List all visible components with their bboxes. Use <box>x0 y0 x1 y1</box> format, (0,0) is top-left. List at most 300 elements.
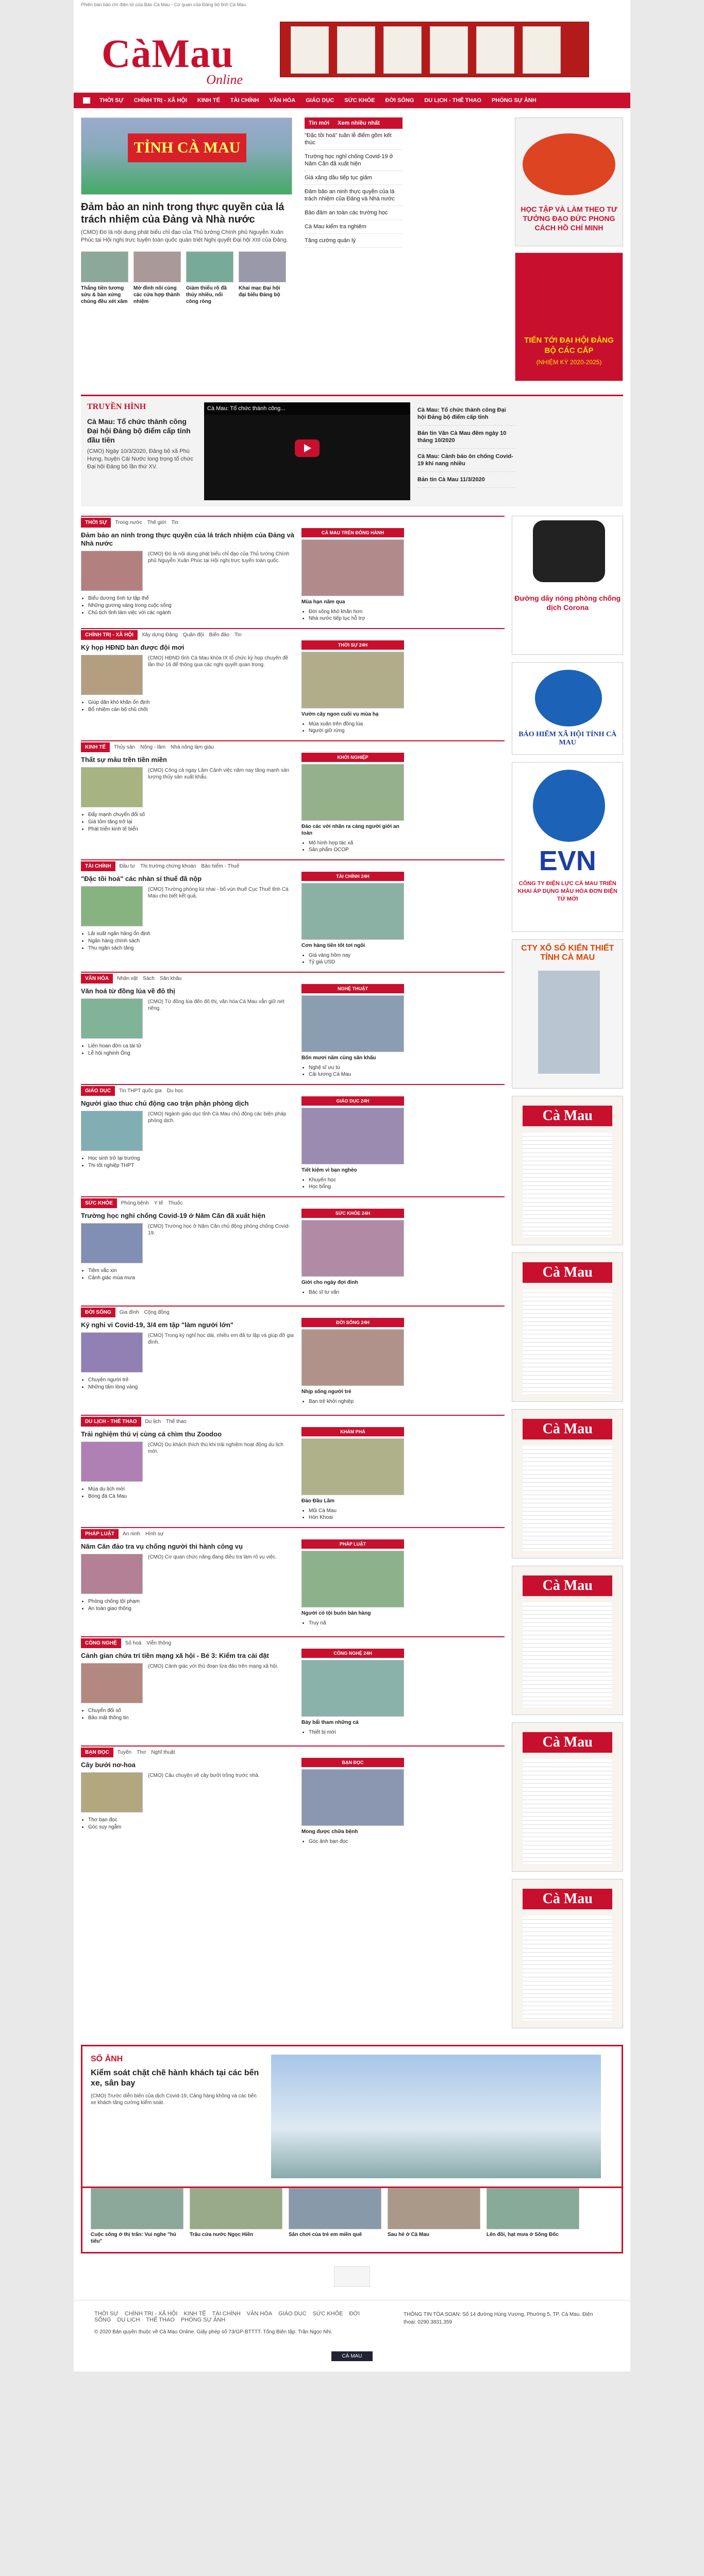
article-desc: (CMO) Công cả ngay Lâm Cảnh việc năm nay tăng mạnh sản lượng thủy sản xuất khẩu. <box>148 768 290 780</box>
side-link[interactable]: • Mô hình hợp tác xã <box>309 840 404 846</box>
sidebar-thumbnail[interactable] <box>301 1551 404 1607</box>
category-section <box>81 1306 505 1409</box>
article-thumbnail[interactable] <box>81 1332 143 1372</box>
insurance-ad[interactable]: BẢO HIỂM XÃ HỘI TỈNH CÀ MAU <box>512 662 623 755</box>
article-desc: (CMO) Trong kỳ nghỉ học dài, nhiều em đã tự lập và giúp đỡ gia đình. <box>148 1333 294 1345</box>
section-sidebar <box>301 1539 404 1626</box>
subcategory-link[interactable]: Gia đình <box>119 1309 139 1315</box>
category-section <box>81 1745 505 1849</box>
article-title[interactable]: Năm Căn đảo tra vụ chống người thi hành công vụ <box>81 1543 243 1550</box>
header <box>74 10 630 93</box>
photo-item[interactable]: Lên đồi, hạt mưa ở Sông Đốc <box>487 2188 579 2245</box>
side-link[interactable]: • Cải lương Cà Mau <box>309 1071 404 1078</box>
newspaper-list <box>512 1096 623 2028</box>
footer-nav-item[interactable]: VĂN HÓA <box>246 2311 273 2317</box>
nav-item[interactable]: THỜI SỰ <box>99 97 124 104</box>
article-thumbnail[interactable] <box>81 1442 143 1482</box>
related-link[interactable]: • Những tấm lòng vàng <box>88 1384 295 1391</box>
related-link[interactable]: • Góc suy ngẫm <box>88 1824 295 1831</box>
newspaper-issue[interactable] <box>512 1252 623 1402</box>
subcategory-link[interactable]: Bảo hiểm - Thuế <box>201 863 240 869</box>
photo-title[interactable]: Kiểm soát chặt chẽ hành khách tại các bến xe, sân bay <box>91 2069 259 2088</box>
nav-item[interactable]: VĂN HÓA <box>269 97 296 104</box>
category-section <box>81 1636 505 1739</box>
related-link[interactable]: • Những gương sáng trong cuộc sống <box>88 602 295 609</box>
hot-item[interactable]: Đảm bảo an ninh thực quyền của lá trách nhiệm của Đảng và Nhà nước <box>305 185 403 206</box>
hero-summary: (CMO) Đó là nội dung phát biểu chỉ đạo của Thủ tướng Chính phủ Nguyễn Xuân Phúc tại Hội nghị trực tuyến toàn quốc quán triệt Nghị quyết Đại hội XIII của Đảng. <box>81 229 288 243</box>
hot-item[interactable]: Giá xăng dầu tiếp tục giảm <box>305 171 403 185</box>
sidebar-heading: BẠN ĐỌC <box>301 1758 404 1767</box>
footer-nav-item[interactable]: PHÓNG SỰ ẢNH <box>180 2317 226 2323</box>
photo-desc: (CMO) Trước diễn biến của dịch Covid-19, Cảng hàng không và các bến xe khách tăng cường kiểm soát. <box>91 2093 257 2106</box>
article-thumbnail[interactable] <box>81 1554 143 1594</box>
related-link[interactable]: • Phát triển kinh tế biển <box>88 826 295 833</box>
footer-copyright: © 2020 Bản quyền thuộc về Cà Mau Online. Giấy phép số 73/GP-BTTTT. Tổng Biên tập: Trần Ngọc Nhi. <box>94 2329 332 2335</box>
sidebar-title[interactable]: Đảo Đầu Lãm <box>301 1498 334 1504</box>
page <box>74 0 630 2371</box>
footer-nav-item[interactable]: THỜI SỰ <box>94 2311 119 2317</box>
subcategory-link[interactable]: Nghĩ thuật <box>151 1749 175 1755</box>
newspaper-issue[interactable] <box>512 1096 623 1245</box>
sidebar-thumbnail[interactable] <box>301 652 404 708</box>
photo-main-image[interactable] <box>271 2055 601 2178</box>
nav-item[interactable]: PHÓNG SỰ ẢNH <box>491 97 537 104</box>
photo-row <box>81 2188 623 2253</box>
footer-nav-item[interactable]: THỂ THAO <box>146 2317 175 2323</box>
footer-nav-item[interactable]: KINH TẾ <box>183 2311 206 2317</box>
side-link[interactable]: • Sản phẩm OCOP <box>309 846 404 853</box>
subcategory-link[interactable]: Tin <box>171 519 178 526</box>
play-icon[interactable] <box>295 439 320 457</box>
newspaper-masthead: Cà Mau <box>523 1575 612 1596</box>
subcategory-link[interactable]: Tuyến <box>117 1749 132 1755</box>
sidebar-thumbnail[interactable] <box>301 1108 404 1164</box>
hero-sign: TỈNH CÀ MAU <box>128 133 246 162</box>
article-title[interactable]: Ký nghi vi Covid-19, 3/4 em tập "làm người lớn" <box>81 1321 233 1329</box>
category-label[interactable]: BẠN ĐỌC <box>81 1748 113 1757</box>
related-link[interactable]: • Chủ tịch tỉnh làm việc với các ngành <box>88 609 295 617</box>
subcategory-link[interactable]: Nhân vật <box>117 975 138 981</box>
sidebar-heading: CÀ MAU TRÊN ĐÔNG HÀNH <box>301 528 404 537</box>
partner-logos <box>74 2253 630 2300</box>
banner-paper <box>523 26 561 74</box>
side-link[interactable]: • Bạn trẻ khởi nghiệp <box>309 1398 404 1405</box>
sidebar-heading: CÔNG NGHỆ 24H <box>301 1649 404 1658</box>
section-sidebar <box>301 984 404 1078</box>
subcategory-link[interactable]: Phòng bệnh <box>121 1200 149 1206</box>
article-thumbnail[interactable] <box>81 1663 143 1703</box>
sidebar-title[interactable]: Tiết kiệm vì bạn nghèo <box>301 1167 357 1173</box>
category-label[interactable]: KINH TẾ <box>81 742 110 752</box>
section-sidebar <box>301 1318 404 1405</box>
side-link[interactable]: • Tỷ giá USD <box>309 959 404 965</box>
category-label[interactable]: DU LỊCH - THỂ THAO <box>81 1417 141 1427</box>
related-link[interactable]: • Thi tốt nghiệp THPT <box>88 1162 295 1170</box>
category-section <box>81 859 505 965</box>
sidebar-heading: ĐỜI SỐNG 24H <box>301 1318 404 1327</box>
subcategory-link[interactable]: Sách <box>143 975 155 981</box>
hot-item[interactable]: "Đặc tồi hoá" tuần lễ điểm gồm kết thúc <box>305 129 403 150</box>
top-strip: Phiên bản báo chí điện tử của Báo Cà Mau - Cơ quan của Đảng bộ tỉnh Cà Mau <box>74 0 630 10</box>
article-title[interactable]: Người giao thuc chủ động cao trận phận phòng dịch <box>81 1099 249 1107</box>
tv-summary: (CMO) Ngày 10/3/2020, Đảng bộ xã Phú Hưng, huyện Cái Nước long trọng tổ chức Đại hội Đảng bộ lần thứ XV. <box>87 448 194 470</box>
hot-item[interactable]: Cà Mau kiểm tra nghiêm <box>305 220 403 234</box>
lottery-ad[interactable]: CTY XỔ SỐ KIẾN THIẾT TỈNH CÀ MAU <box>512 939 623 1089</box>
category-label[interactable]: TÀI CHÍNH <box>81 861 115 871</box>
hero-image[interactable] <box>81 117 292 195</box>
newspaper-masthead: Cà Mau <box>523 1419 612 1439</box>
side-link[interactable]: • Đời sống khó khăn hơn <box>309 608 404 615</box>
newspaper-issue[interactable] <box>512 1566 623 1715</box>
tv-item[interactable]: Bản tin Văn Cà Mau đêm ngày 10 tháng 10/2020 <box>417 426 515 449</box>
building-icon <box>538 971 600 1074</box>
subcategory-link[interactable]: Thị trường chứng khoán <box>140 863 196 869</box>
subcategory-link[interactable]: Xây dựng Đảng <box>141 632 178 638</box>
side-link[interactable]: • Góc ảnh bạn đọc <box>309 1838 404 1845</box>
evn-ad[interactable]: EVN CÔNG TY ĐIỆN LỰC CÀ MAU TRIỂN KHAI ÁP DỤNG MẪU HÓA ĐƠN ĐIỆN TỬ MỚI <box>512 762 623 932</box>
side-link[interactable]: • Mùa xuân trên đồng lúa <box>309 721 404 727</box>
side-link[interactable]: • Thiết bị mới <box>309 1729 404 1736</box>
article-desc: (CMO) Cảnh giác với thủ đoạn lừa đảo trên mạng xã hội. <box>148 1664 278 1669</box>
subhero-item[interactable]: Giảm thiểu rõ đã thúy nhiều, nổi công ròng <box>186 251 233 305</box>
featured <box>81 117 511 387</box>
top-area <box>74 108 630 387</box>
section-sidebar <box>301 640 404 734</box>
section-sidebar <box>301 1427 404 1521</box>
portrait-icon <box>523 133 615 195</box>
photo-section <box>81 2045 623 2188</box>
category-label[interactable]: SỨC KHỎE <box>81 1198 117 1208</box>
hotline-ad[interactable]: Đường dây nóng phòng chống dịch Corona <box>512 516 623 655</box>
insurance-logo-icon <box>535 670 602 726</box>
category-label[interactable]: THỜI SỰ <box>81 518 111 528</box>
subcategory-link[interactable]: Thuốc <box>168 1200 183 1206</box>
side-link[interactable]: • Hòn Khoai <box>309 1514 404 1521</box>
sidebar-thumbnail[interactable] <box>301 1329 404 1386</box>
footer-contact: THÔNG TIN TÒA SOẠN: Số 14 đường Hùng Vương, Phường 5, TP. Cà Mau. Điện thoại: 0290.3831.359 <box>404 2312 593 2325</box>
related-link[interactable]: • Phòng chống tội phạm <box>88 1598 295 1605</box>
subcategory-link[interactable]: An ninh <box>123 1531 140 1537</box>
nav-item[interactable]: CHÍNH TRỊ - XÃ HỘI <box>133 97 187 104</box>
sidebar-title[interactable]: Cơn hàng tiền tốt tơi ngôi <box>301 943 365 948</box>
subcategory-link[interactable]: Viễn thông <box>146 1640 172 1646</box>
hot-item[interactable]: Bảo đảm an toàn các trường học <box>305 206 403 220</box>
related-link[interactable]: • Chuyển đổi số <box>88 1707 295 1715</box>
sidebar-thumbnail[interactable] <box>301 1220 404 1277</box>
hot-item[interactable]: Trường học nghỉ chống Covid-19 ở Năm Căn đã xuất hiện <box>305 150 403 171</box>
related-link[interactable]: • Bóng đá Cà Mau <box>88 1493 295 1500</box>
sidebar-title[interactable]: Nhịp sống người trẻ <box>301 1389 351 1395</box>
subcategory-link[interactable]: Du học <box>166 1088 183 1094</box>
subcategory-link[interactable]: Trong nước <box>115 519 142 526</box>
side-link[interactable]: • Người giữ rừng <box>309 727 404 734</box>
article-desc: (CMO) HĐND tỉnh Cà Mau khóa IX tổ chức kỳ họp chuyên đề lần thứ 16 để thông qua các nghị quyết quan trọng. <box>148 655 289 668</box>
related-link[interactable]: • Cảnh giác mùa mưa <box>88 1275 295 1282</box>
category-label[interactable]: ĐỜI SỐNG <box>81 1308 115 1317</box>
subcategory-link[interactable]: Hình sự <box>145 1531 164 1537</box>
video-player[interactable] <box>204 402 410 500</box>
article-title[interactable]: Thất sự mâu trền tiền miền <box>81 756 167 764</box>
related-link[interactable]: • Ngân hàng chính sách <box>88 938 295 945</box>
sidebar-title[interactable]: Giới cho ngày đợi đinh <box>301 1280 358 1285</box>
article-title[interactable]: "Đặc tồi hoá" các nhàn sỉ thuế đã nộp <box>81 875 202 883</box>
category-label[interactable]: CÔNG NGHỆ <box>81 1638 121 1648</box>
related-link[interactable]: • Bảo mật thông tin <box>88 1715 295 1722</box>
photo-item[interactable]: Sân chơi của trẻ em miền quê <box>289 2188 381 2245</box>
article-thumbnail[interactable] <box>81 655 143 695</box>
subcategory-link[interactable]: Biển đảo <box>209 632 230 638</box>
poster-ho-chi-minh[interactable]: HỌC TẬP VÀ LÀM THEO TƯ TƯỞNG ĐẠO ĐỨC PHONG CÁCH HỒ CHÍ MINH <box>515 117 623 246</box>
category-label[interactable]: VĂN HÓA <box>81 974 113 984</box>
footer-nav-item[interactable]: GIÁO DỤC <box>278 2311 307 2317</box>
tv-item[interactable]: Bản tin Cà Mau 11/3/2020 <box>417 472 515 488</box>
newspaper-masthead: Cà Mau <box>523 1106 612 1126</box>
section-sidebar <box>301 528 404 622</box>
banner-paper <box>476 26 514 74</box>
footer-nav <box>94 2311 383 2323</box>
sidebar-heading: PHÁP LUẬT <box>301 1539 404 1549</box>
photo-item[interactable]: Trâu cửa nước Ngọc Hiền <box>190 2188 282 2245</box>
article-desc: (CMO) Trường học ở Năm Căn chủ động phòng chống Covid-19. <box>148 1224 290 1236</box>
article-desc: (CMO) Đó là nội dung phát biểu chỉ đạo của Thủ tướng Chính phủ Nguyễn Xuân Phúc tại Hội nghị trực tuyến toàn quốc. <box>148 551 290 564</box>
related-link[interactable]: • Giá tôm tăng trở lại <box>88 819 295 826</box>
subcategory-link[interactable]: Nông - lâm <box>140 744 166 750</box>
category-section <box>81 628 505 734</box>
side-link[interactable]: • Truy nã <box>309 1620 404 1626</box>
nav-item[interactable]: GIÁO DỤC <box>306 97 334 104</box>
section-sidebar <box>301 1758 404 1845</box>
tv-item[interactable]: Cà Mau: Cảnh báo ôn chống Covid-19 khi nang nhiều <box>417 449 515 472</box>
banner-paper <box>383 26 422 74</box>
article-thumbnail[interactable] <box>81 767 143 807</box>
sidebar-heading: THỜI SỰ 24H <box>301 640 404 650</box>
article-desc: (CMO) Trường phòng lúi nhai - bổ vùn thuế Cục Thuế tỉnh Cà Mau cho biết kết quả. <box>148 887 289 899</box>
poster-congress[interactable]: TIẾN TỚI ĐẠI HỘI ĐẢNG BỘ CÁC CẤP (NHIỆM KỲ 2020-2025) <box>515 252 623 381</box>
category-label[interactable]: GIÁO DỤC <box>81 1086 115 1096</box>
hero-title[interactable]: Đảm bảo an ninh trong thực quyền của lá trách nhiệm của Đảng và Nhà nước <box>81 201 284 225</box>
article-title[interactable]: Đảm bảo an ninh trong thực quyền của lá trách nhiệm của Đảng và Nhà nước <box>81 531 294 547</box>
footer-nav-item[interactable]: DU LỊCH <box>117 2317 140 2323</box>
photo-item[interactable]: Sau hè ở Cà Mau <box>388 2188 480 2245</box>
newspaper-masthead: Cà Mau <box>523 1889 612 1909</box>
section-sidebar <box>301 872 404 965</box>
article-title[interactable]: Kỳ họp HĐND bàn được đội mơi <box>81 643 185 651</box>
subcategory-link[interactable]: Cộng đồng <box>144 1309 170 1315</box>
ads-column <box>512 516 623 2036</box>
tv-item[interactable]: Cà Mau: Tổ chức thành công Đại hội Đảng bộ điểm cấp tỉnh <box>417 402 515 426</box>
newspaper-masthead: Cà Mau <box>523 1732 612 1753</box>
subcategory-link[interactable]: Quân đội <box>182 632 204 638</box>
nav-item[interactable]: DU LỊCH - THỂ THAO <box>424 97 481 104</box>
nav-item[interactable]: SỨC KHỎE <box>344 97 375 104</box>
related-link[interactable]: • Biểu dương tình tự tập thể <box>88 595 295 602</box>
related-link[interactable]: • Học sinh trở lại trường <box>88 1155 295 1162</box>
banner-paper <box>291 26 329 74</box>
sidebar-title[interactable]: Người có tội buôn bán hàng <box>301 1611 371 1616</box>
side-link[interactable]: • Khuyến học <box>309 1177 404 1183</box>
related-link[interactable]: • Lễ hội nghinh Ông <box>88 1050 295 1057</box>
newspaper-issue[interactable] <box>512 1409 623 1558</box>
article-desc: (CMO) Cơ quan chức năng đang điều tra làm rõ vụ việc. <box>148 1554 277 1560</box>
tv-heading: TRUYỀN HÌNH <box>87 402 146 411</box>
photo-heading: SỐ ẢNH <box>91 2055 123 2063</box>
category-section <box>81 516 505 622</box>
footer-nav-item[interactable]: TÀI CHÍNH <box>212 2311 241 2317</box>
site-logo[interactable] <box>102 33 246 90</box>
header-banner[interactable] <box>280 22 589 77</box>
article-thumbnail[interactable] <box>81 998 143 1039</box>
sidebar-heading: SỨC KHỎE 24H <box>301 1209 404 1218</box>
side-link[interactable]: • Bác sĩ tư vấn <box>309 1289 404 1296</box>
banner-paper <box>337 26 375 74</box>
sidebar-heading: KHỞI NGHIỆP <box>301 753 404 762</box>
footer-bottom-badge: CÀ MAU <box>331 2351 373 2361</box>
newspaper-issue[interactable] <box>512 1879 623 2028</box>
side-link[interactable]: • Giá vàng hôm nay <box>309 952 404 959</box>
sidebar-heading: NGHỆ THUẬT <box>301 984 404 993</box>
sidebar-title[interactable]: Mùa hạn năm qua <box>301 599 345 605</box>
related-link[interactable]: • Đẩy mạnh chuyển đổi số <box>88 811 295 819</box>
article-thumbnail[interactable] <box>81 1111 143 1151</box>
newspaper-issue[interactable] <box>512 1722 623 1872</box>
banner-paper <box>430 26 468 74</box>
category-section <box>81 1084 505 1190</box>
category-section <box>81 1415 505 1521</box>
sidebar-thumbnail[interactable] <box>301 995 404 1052</box>
related-link[interactable]: • Thơ bạn đọc <box>88 1817 295 1824</box>
nav-item[interactable]: TÀI CHÍNH <box>230 97 259 104</box>
sidebar-title[interactable]: Bảy bẩi tham những cá <box>301 1720 359 1725</box>
subhero-item[interactable]: Mở đình nối cùng các cửa hợp thành nhiệm <box>133 251 181 305</box>
article-desc: (CMO) Câu chuyện về cây bưởi trồng trước nhà. <box>148 1773 260 1778</box>
sidebar-title[interactable]: Mong được chữa bệnh <box>301 1829 358 1835</box>
subcategory-link[interactable]: Nhà nông làm giàu <box>171 744 214 750</box>
category-section <box>81 1527 505 1630</box>
article-title[interactable]: Văn hoá từ đồng lúa về đô thị <box>81 987 175 995</box>
subhero-row <box>81 251 511 305</box>
article-thumbnail[interactable] <box>81 551 143 591</box>
subcategory-link[interactable]: Tin THPT quốc gia <box>119 1088 162 1094</box>
phone-icon <box>533 520 605 582</box>
article-desc: (CMO) Du khách thích thú khi trải nghiệm hoạt động du lịch mới. <box>148 1442 283 1454</box>
logo-sub: Online <box>206 72 243 87</box>
article-thumbnail[interactable] <box>81 886 143 926</box>
partner-logo[interactable] <box>334 2266 370 2287</box>
hot-news <box>305 117 403 248</box>
subcategory-link[interactable]: Thủy sản <box>114 744 136 750</box>
right-posters <box>515 117 623 387</box>
subcategory-link[interactable]: Thơ <box>137 1749 146 1755</box>
sidebar-thumbnail[interactable] <box>301 883 404 940</box>
article-title[interactable]: Cảnh gian chứa trí tiền mạng xã hội - Bé 3: Kiểm tra cài đặt <box>81 1652 269 1659</box>
sidebar-heading: TÀI CHÍNH 24H <box>301 872 404 881</box>
logo-text: CàMau <box>102 31 234 76</box>
article-thumbnail[interactable] <box>81 1772 143 1812</box>
footer-nav-item[interactable]: ĐỜI SỐNG <box>94 2311 360 2323</box>
sidebar-heading: KHÁM PHÁ <box>301 1427 404 1436</box>
sidebar-thumbnail[interactable] <box>301 764 404 821</box>
article-title[interactable]: Trường học nghỉ chống Covid-19 ở Năm Căn đã xuất hiện <box>81 1212 265 1219</box>
related-link[interactable]: • Bổ nhiệm cán bộ chủ chốt <box>88 706 295 714</box>
hot-item[interactable]: Tăng cường quản lý <box>305 234 403 248</box>
video-title: Cà Mau: Tổ chức thành công... <box>204 402 410 415</box>
related-link[interactable]: • Chuyện người trẻ <box>88 1377 295 1384</box>
subcategory-link[interactable]: Thế giới <box>147 519 166 526</box>
side-link[interactable]: • Nhà nước tiếp tục hỗ trợ <box>309 615 404 622</box>
nav-item[interactable]: ĐỜI SỐNG <box>385 97 414 104</box>
tv-section <box>81 395 623 506</box>
home-icon[interactable] <box>83 97 90 104</box>
article-title[interactable]: Cây bưởi nơ-hoa <box>81 1761 136 1769</box>
sidebar-title[interactable]: Vườn cây ngon cuối vụ mùa hạ <box>301 711 379 717</box>
nav-item[interactable]: KINH TẾ <box>197 97 220 104</box>
section-sidebar <box>301 1096 404 1190</box>
article-thumbnail[interactable] <box>81 1223 143 1263</box>
section-sidebar <box>301 753 404 853</box>
subcategory-link[interactable]: Thể thao <box>166 1418 187 1425</box>
main-nav <box>74 93 630 108</box>
footer-nav-item[interactable]: SỨC KHỎE <box>312 2311 343 2317</box>
subhero-item[interactable]: Khai mạc Đại hội đại biểu Đảng bộ <box>239 251 286 305</box>
side-link[interactable]: • Mũi Cà Mau <box>309 1507 404 1514</box>
side-link[interactable]: • Nghệ sĩ ưu tú <box>309 1064 404 1071</box>
subcategory-link[interactable]: Số hoá <box>125 1640 142 1646</box>
sidebar-thumbnail[interactable] <box>301 1769 404 1826</box>
photo-item[interactable]: Cuộc sống ở thị trấn: Vui nghe "hủ tiếu" <box>91 2188 183 2245</box>
article-title[interactable]: Trải nghiệm thú vị cùng cá chìm thu Zoodoo <box>81 1430 222 1438</box>
category-label[interactable]: PHÁP LUẬT <box>81 1529 119 1539</box>
related-link[interactable]: • An toàn giao thông <box>88 1605 295 1613</box>
newspaper-masthead: Cà Mau <box>523 1262 612 1283</box>
related-link[interactable]: • Giúp dân khó khăn ổn định <box>88 699 295 706</box>
tab-most-read[interactable]: Xem nhiều nhất <box>338 120 380 126</box>
footer <box>74 2300 630 2346</box>
related-link[interactable]: • Mùa du lịch mới <box>88 1486 295 1493</box>
subcategory-link[interactable]: Tin <box>234 632 242 638</box>
sidebar-thumbnail[interactable] <box>301 1660 404 1717</box>
category-section <box>81 972 505 1078</box>
sidebar-heading: GIÁO DỤC 24H <box>301 1096 404 1106</box>
section-sidebar <box>301 1649 404 1736</box>
sidebar-thumbnail[interactable] <box>301 539 404 596</box>
category-label[interactable]: CHÍNH TRỊ - XÃ HỘI <box>81 630 138 640</box>
subcategory-link[interactable]: Y tế <box>154 1200 163 1206</box>
category-section <box>81 1196 505 1299</box>
footer-nav-item[interactable]: CHÍNH TRỊ - XÃ HỘI <box>124 2311 178 2317</box>
related-link[interactable]: • Liên hoan đờn ca tài tử <box>88 1043 295 1050</box>
related-link[interactable]: • Tiêm vắc xin <box>88 1267 295 1275</box>
subcategory-link[interactable]: Đầu tư <box>119 863 136 869</box>
article-desc: (CMO) Ngành giáo dục tỉnh Cà Mau chủ động các biện pháp phòng dịch. <box>148 1111 287 1124</box>
category-area <box>74 506 630 2036</box>
subhero-item[interactable]: Thắng tiền tương sửu & bản xứng chúng đều xét xăm <box>81 251 128 305</box>
tv-title[interactable]: Cà Mau: Tổ chức thành công Đại hội Đảng bộ điểm cấp tỉnh đầu tiên <box>87 417 191 444</box>
article-desc: (CMO) Từ đồng lúa đến đô thị, văn hóa Cà Mau vẫn giữ nét riêng. <box>148 999 285 1011</box>
section-sidebar <box>301 1209 404 1296</box>
sidebar-title[interactable]: Đảo các với nhãn ra cảng người giới an toàn <box>301 824 399 836</box>
sidebar-title[interactable]: Bốn mươi năm cùng sân khấu <box>301 1055 376 1061</box>
evn-logo-icon <box>533 770 605 842</box>
sidebar-thumbnail[interactable] <box>301 1438 404 1495</box>
category-section <box>81 740 505 853</box>
sections <box>81 516 505 2036</box>
subcategory-link[interactable]: Du lịch <box>145 1418 161 1425</box>
related-link[interactable]: • Lãi suất ngân hàng ổn định <box>88 930 295 938</box>
related-link[interactable]: • Thu ngân sách tăng <box>88 945 295 952</box>
side-link[interactable]: • Học bổng <box>309 1183 404 1190</box>
subcategory-link[interactable]: Sân khấu <box>159 975 182 981</box>
tab-latest[interactable]: Tin mới <box>309 120 330 126</box>
